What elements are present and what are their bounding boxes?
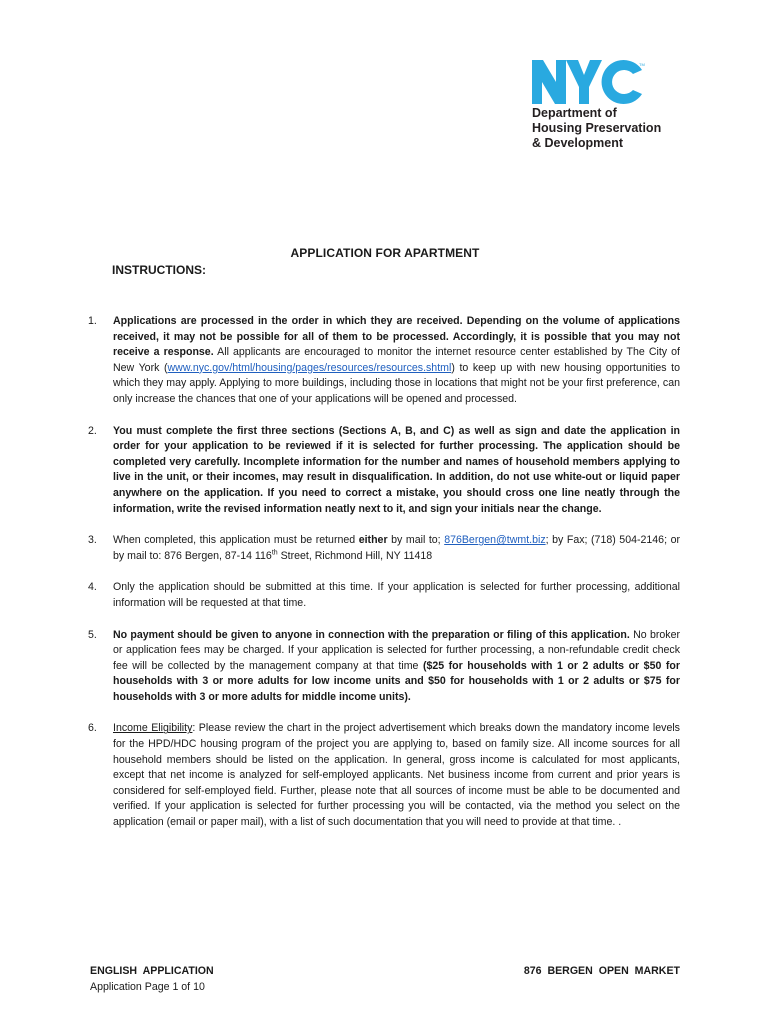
item-text: : Please review the chart in the project advertisement which breaks down the mandatory income levels for the HPD/HDC housing program of the project you are applying to, based on family size. All income sources for all household members should be listed on the application. In general, gross income is calculated for most applicants, except that net income is analyzed for self-employed applicants. Net business income from current and prior years is considered for self-employed field. Further, please note that all sources of income must be able to be documented and verified. If your application is selected for further processing you will be contacted, via the method you select on the application (email or paper mail), with a list of such documentation that you will need to provide at that time. . [113, 722, 680, 829]
list-item [88, 424, 680, 518]
item-bold-text: No payment should be given to anyone in connection with the preparation or filing of this application. [113, 628, 630, 641]
item-text: by mail to; [387, 534, 445, 547]
hpd-logo [532, 60, 672, 151]
item-number: 3. [88, 534, 97, 547]
svg-text:TM: TM [639, 62, 645, 67]
ordinal-suffix: th [271, 549, 278, 557]
footer-project-name: 876 BERGEN OPEN MARKET [523, 965, 680, 977]
item-text: All applicants are encouraged to monitor the internet resource center established by The City of New York ( [113, 346, 680, 374]
department-name [532, 106, 672, 151]
footer-left [90, 964, 214, 995]
footer-application-language: ENGLISH APPLICATION [90, 965, 214, 977]
item-bold-text: You must complete the first three sections (Sections A, B, and C) as well as sign and date the application in order for your application to be reviewed if it is selected for further processing. The application should be completed very carefully. Incomplete information for the number and names of household members applying to live in the unit, or their incomes, may result in disqualification. In addition, do not use white-out or liquid paper anywhere on the application. If you need to correct a mistake, you should cross one line neatly through the information, write the revised information neatly next to it, and sign your initials near the change. [113, 424, 680, 515]
resource-center-link[interactable]: www.nyc.gov/html/housing/pages/resources/resources.shtml [167, 361, 452, 374]
list-item [88, 314, 680, 408]
item-number: 1. [88, 315, 97, 327]
list-item [88, 721, 680, 830]
list-item [88, 580, 680, 611]
item-text: ; by Fax; (718) 504-2146; or by mail to: 876 Bergen, 87-14 116 [113, 534, 680, 562]
list-item [88, 628, 680, 706]
item-text: When completed, this application must be returned [113, 534, 359, 547]
item-number: 6. [88, 722, 97, 735]
dept-line: Department of [532, 106, 617, 120]
page-title: APPLICATION FOR APARTMENT [290, 246, 480, 260]
income-eligibility-label: Income Eligibility [113, 722, 193, 735]
item-number: 5. [88, 628, 97, 641]
dept-line: Housing Preservation [532, 121, 662, 135]
item-text: ) to keep up with new housing opportunities to which they may apply. Applying to more buildings, including those in locations that might not be your first preference, can only increase the chances that one of your applications will be opened and processed. [113, 361, 680, 405]
instructions-heading: INSTRUCTIONS: [112, 263, 206, 277]
email-link[interactable]: 876Bergen@twmt.biz [444, 534, 546, 547]
list-item [88, 533, 680, 564]
nyc-wordmark-icon [532, 60, 644, 104]
item-text: Only the application should be submitted at this time. If your application is selected for further processing, additional information will be requested at that time. [113, 581, 680, 609]
item-number: 2. [88, 424, 97, 437]
instructions-list [88, 314, 680, 847]
item-text: Street, Richmond Hill, NY 11418 [277, 549, 433, 562]
dept-line: & Development [532, 136, 623, 150]
item-number: 4. [88, 581, 97, 594]
footer-page-number: Application Page 1 of 10 [90, 980, 205, 993]
fee-details: ($25 for households with 1 or 2 adults or $50 for households with 3 or more adults for low income units and $50 for households with 1 or 2 adults or $75 for households with 3 or more adults for middle income units). [113, 659, 680, 703]
item-bold-text: Applications are processed in the order in which they are received. Depending on the volume of applications received, it may not be possible for all of them to be processed. Accordingly, it is possible that you may not receive a response. [113, 315, 680, 359]
item-text: No broker or application fees may be charged. If your application is selected for further processing, a non-refundable credit check fee will be collected by the management company at that time [113, 628, 680, 672]
item-bold-text: either [358, 534, 388, 547]
